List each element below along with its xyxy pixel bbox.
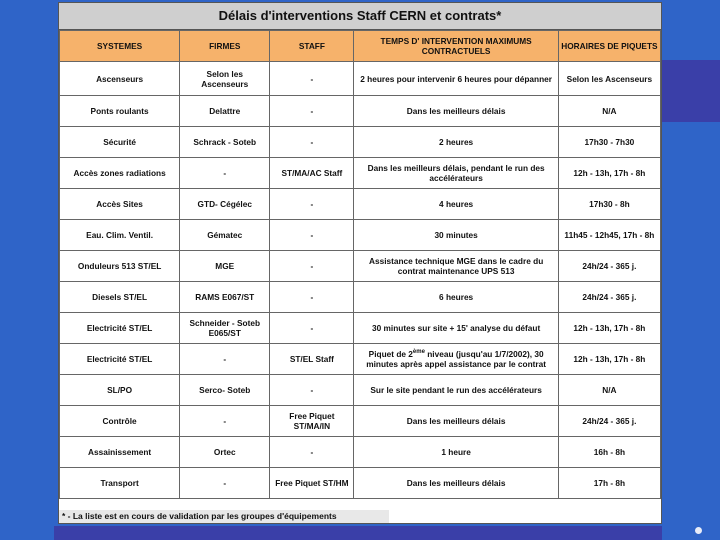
- temps-cell: Sur le site pendant le run des accélérateurs: [354, 375, 558, 406]
- table-row: [60, 375, 661, 406]
- temps-cell: 4 heures: [354, 189, 558, 220]
- temps-cell: 30 minutes sur site + 15' analyse du défaut: [354, 313, 558, 344]
- table-row: [60, 406, 661, 437]
- firme-cell: RAMS E067/ST: [180, 282, 270, 313]
- staff-cell: -: [270, 189, 354, 220]
- staff-cell: -: [270, 251, 354, 282]
- horaires-cell: 11h45 - 12h45, 17h - 8h: [558, 220, 660, 251]
- firme-cell: GTD- Cégélec: [180, 189, 270, 220]
- table-row: [60, 127, 661, 158]
- systeme-cell: Electricité ST/EL: [60, 344, 180, 375]
- firme-cell: Schrack - Soteb: [180, 127, 270, 158]
- header-staff: STAFF: [270, 31, 354, 62]
- staff-cell: -: [270, 62, 354, 96]
- horaires-cell: 17h30 - 8h: [558, 189, 660, 220]
- temps-cell: 2 heures pour intervenir 6 heures pour dépanner: [354, 62, 558, 96]
- firme-cell: Schneider - Soteb E065/ST: [180, 313, 270, 344]
- firme-cell: -: [180, 468, 270, 499]
- temps-cell: 2 heures: [354, 127, 558, 158]
- horaires-cell: 17h - 8h: [558, 468, 660, 499]
- horaires-cell: 12h - 13h, 17h - 8h: [558, 313, 660, 344]
- table-row: [60, 313, 661, 344]
- intervention-table-sheet: [58, 2, 662, 524]
- systeme-cell: Onduleurs 513 ST/EL: [60, 251, 180, 282]
- systeme-cell: Diesels ST/EL: [60, 282, 180, 313]
- table-row: [60, 468, 661, 499]
- temps-cell: Dans les meilleurs délais: [354, 96, 558, 127]
- table-row: [60, 437, 661, 468]
- firme-cell: -: [180, 344, 270, 375]
- firme-cell: Serco- Soteb: [180, 375, 270, 406]
- horaires-cell: 16h - 8h: [558, 437, 660, 468]
- footnote: * - La liste est en cours de validation par les groupes d'équipements: [59, 510, 389, 523]
- slide-dot: [695, 527, 702, 534]
- staff-cell: ST/MA/AC Staff: [270, 158, 354, 189]
- temps-cell: 30 minutes: [354, 220, 558, 251]
- table-header-row: [60, 31, 661, 62]
- horaires-cell: 24h/24 - 365 j.: [558, 251, 660, 282]
- table-row: [60, 344, 661, 375]
- firme-cell: Delattre: [180, 96, 270, 127]
- header-temps: TEMPS D' INTERVENTION MAXIMUMS CONTRACTUELS: [354, 31, 558, 62]
- temps-cell: [354, 344, 558, 375]
- staff-cell: Free Piquet ST/MA/IN: [270, 406, 354, 437]
- cell-text-sup: ème: [412, 349, 425, 356]
- staff-cell: ST/EL Staff: [270, 344, 354, 375]
- staff-cell: -: [270, 375, 354, 406]
- systeme-cell: Sécurité: [60, 127, 180, 158]
- staff-cell: -: [270, 282, 354, 313]
- header-systemes: SYSTEMES: [60, 31, 180, 62]
- cell-text-after: niveau (jusqu'au 1/7/2002), 30 minutes après appel assistance par le contrat: [366, 349, 547, 369]
- decorative-stripe: [660, 60, 720, 122]
- firme-cell: -: [180, 158, 270, 189]
- temps-cell: Dans les meilleurs délais: [354, 468, 558, 499]
- systeme-cell: Electricité ST/EL: [60, 313, 180, 344]
- firme-cell: -: [180, 406, 270, 437]
- firme-cell: Selon les Ascenseurs: [180, 62, 270, 96]
- table-row: [60, 158, 661, 189]
- table-row: [60, 251, 661, 282]
- firme-cell: Gématec: [180, 220, 270, 251]
- horaires-cell: Selon les Ascenseurs: [558, 62, 660, 96]
- systeme-cell: Eau. Clim. Ventil.: [60, 220, 180, 251]
- horaires-cell: N/A: [558, 375, 660, 406]
- temps-cell: Dans les meilleurs délais, pendant le run des accélérateurs: [354, 158, 558, 189]
- firme-cell: MGE: [180, 251, 270, 282]
- header-horaires: HORAIRES DE PIQUETS: [558, 31, 660, 62]
- systeme-cell: Accès Sites: [60, 189, 180, 220]
- table-row: [60, 96, 661, 127]
- systeme-cell: SL/PO: [60, 375, 180, 406]
- staff-cell: -: [270, 127, 354, 158]
- staff-cell: -: [270, 96, 354, 127]
- staff-cell: Free Piquet ST/HM: [270, 468, 354, 499]
- table-row: [60, 282, 661, 313]
- systeme-cell: Assainissement: [60, 437, 180, 468]
- horaires-cell: 17h30 - 7h30: [558, 127, 660, 158]
- bottom-bar: [54, 526, 662, 540]
- firme-cell: Ortec: [180, 437, 270, 468]
- horaires-cell: 12h - 13h, 17h - 8h: [558, 344, 660, 375]
- intervention-table: [59, 30, 661, 499]
- staff-cell: -: [270, 220, 354, 251]
- horaires-cell: 24h/24 - 365 j.: [558, 282, 660, 313]
- temps-cell: 1 heure: [354, 437, 558, 468]
- systeme-cell: Contrôle: [60, 406, 180, 437]
- systeme-cell: Transport: [60, 468, 180, 499]
- horaires-cell: 12h - 13h, 17h - 8h: [558, 158, 660, 189]
- header-firmes: FIRMES: [180, 31, 270, 62]
- cell-text-before: Piquet de 2: [368, 349, 413, 359]
- horaires-cell: N/A: [558, 96, 660, 127]
- table-row: [60, 62, 661, 96]
- systeme-cell: Ponts roulants: [60, 96, 180, 127]
- staff-cell: -: [270, 437, 354, 468]
- table-row: [60, 189, 661, 220]
- horaires-cell: 24h/24 - 365 j.: [558, 406, 660, 437]
- staff-cell: -: [270, 313, 354, 344]
- page-title: Délais d'interventions Staff CERN et contrats*: [59, 3, 661, 30]
- temps-cell: 6 heures: [354, 282, 558, 313]
- temps-cell: Assistance technique MGE dans le cadre du contrat maintenance UPS 513: [354, 251, 558, 282]
- systeme-cell: Ascenseurs: [60, 62, 180, 96]
- systeme-cell: Accès zones radiations: [60, 158, 180, 189]
- table-row: [60, 220, 661, 251]
- temps-cell: Dans les meilleurs délais: [354, 406, 558, 437]
